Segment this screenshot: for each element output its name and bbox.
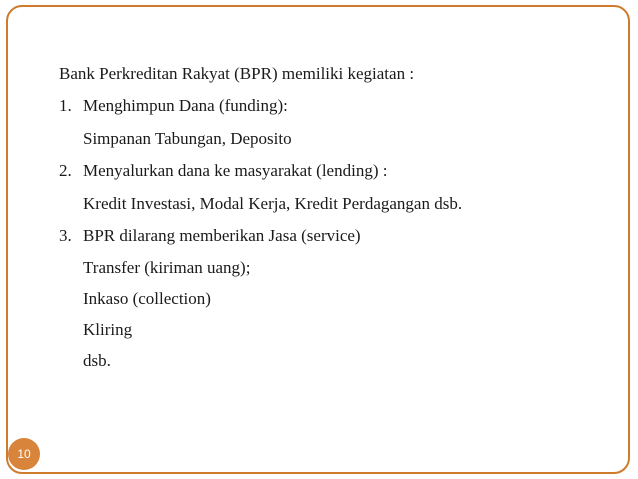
list-item-3-detail-3: Kliring: [83, 320, 133, 339]
list-item-1-heading: Menghimpun Dana (funding):: [83, 96, 288, 115]
list-item-2-heading: Menyalurkan dana ke masyarakat (lending) :: [83, 161, 388, 180]
list-item-2-number: 2.: [59, 161, 72, 180]
list-item-1: [59, 96, 288, 116]
list-item-2-detail: Kredit Investasi, Modal Kerja, Kredit Perdagangan dsb.: [83, 194, 463, 213]
list-item-3-detail-4: dsb.: [83, 351, 111, 370]
intro-text: Bank Perkreditan Rakyat (BPR) memiliki kegiatan :: [59, 64, 415, 83]
list-item-3-detail-2: Inkaso (collection): [83, 289, 211, 308]
list-item-3-heading: BPR dilarang memberikan Jasa (service): [83, 226, 361, 245]
list-item-1-detail: Simpanan Tabungan, Deposito: [83, 129, 292, 148]
page-number-badge: 10: [8, 438, 40, 470]
list-item-3-detail-1: Transfer (kiriman uang);: [83, 258, 251, 277]
list-item-1-number: 1.: [59, 96, 72, 115]
list-item-2: [59, 161, 387, 181]
list-item-3: [59, 226, 361, 246]
list-item-3-number: 3.: [59, 226, 72, 245]
